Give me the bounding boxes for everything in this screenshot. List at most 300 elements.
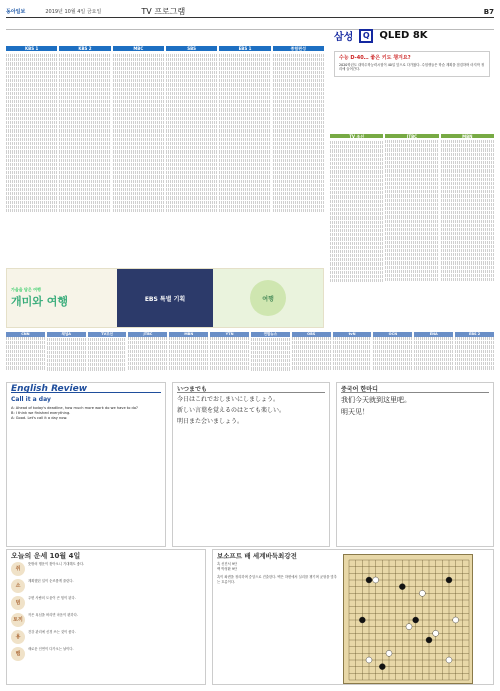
schedule-line xyxy=(441,241,494,244)
schedule-line xyxy=(292,350,331,353)
cable-column xyxy=(414,332,453,380)
white-stone xyxy=(446,657,452,663)
schedule-line xyxy=(330,216,383,219)
schedule-line xyxy=(441,182,494,185)
schedule-line xyxy=(113,209,164,212)
schedule-line xyxy=(441,261,494,264)
schedule-line xyxy=(441,228,494,231)
schedule-line xyxy=(59,125,110,128)
schedule-line xyxy=(330,225,383,228)
schedule-line xyxy=(385,274,438,277)
schedule-line xyxy=(6,180,57,183)
schedule-line xyxy=(455,345,494,348)
schedule-line xyxy=(385,203,438,206)
schedule-line xyxy=(59,196,110,199)
fortune-row xyxy=(11,647,201,661)
schedule-line xyxy=(128,341,167,344)
schedule-line xyxy=(273,167,324,170)
cable-column xyxy=(333,332,372,380)
chinese-title: 중국어 한마디 xyxy=(341,387,489,393)
schedule-line xyxy=(59,146,110,149)
schedule-line xyxy=(59,201,110,204)
schedule-line xyxy=(169,354,208,357)
schedule-line xyxy=(251,342,290,345)
baduk-title: 보소프트 배 세계바둑최강전 xyxy=(217,552,297,560)
schedule-line xyxy=(441,157,494,160)
language-row xyxy=(6,382,494,547)
baduk-commentary: 흑이 좌변을 정리하며 중앙으로 진출한다. 백은 하변에서 실리를 챙기며 균형을 맞추는 흐름이다. xyxy=(217,575,337,584)
schedule-line xyxy=(330,145,383,148)
schedule-line xyxy=(166,163,217,166)
schedule-line xyxy=(169,362,208,365)
schedule-line xyxy=(59,192,110,195)
schedule-line xyxy=(113,62,164,65)
white-stone xyxy=(419,590,425,596)
schedule-line xyxy=(441,215,494,218)
schedule-line xyxy=(6,345,45,348)
schedule-line xyxy=(219,155,270,158)
schedule-lines xyxy=(385,140,438,281)
schedule-line xyxy=(59,75,110,78)
schedule-line xyxy=(166,201,217,204)
schedule-line xyxy=(385,236,438,239)
schedule-line xyxy=(441,199,494,202)
schedule-line xyxy=(59,159,110,162)
schedule-line xyxy=(47,346,86,349)
schedule-line xyxy=(414,354,453,357)
schedule-line xyxy=(385,182,438,185)
movie-column xyxy=(385,134,438,324)
white-stone xyxy=(373,577,379,583)
schedule-line xyxy=(385,245,438,248)
schedule-line xyxy=(113,171,164,174)
schedule-line xyxy=(385,144,438,147)
schedule-line xyxy=(292,341,331,344)
schedule-line xyxy=(273,54,324,57)
schedule-line xyxy=(128,354,167,357)
cable-schedule-grid xyxy=(6,332,494,380)
schedule-line xyxy=(219,180,270,183)
schedule-line xyxy=(6,96,57,99)
schedule-line xyxy=(273,83,324,86)
schedule-line xyxy=(273,92,324,95)
schedule-line xyxy=(273,146,324,149)
schedule-line xyxy=(441,140,494,143)
schedule-line xyxy=(292,358,331,361)
schedule-line xyxy=(330,262,383,265)
schedule-line xyxy=(455,350,494,353)
schedule-line xyxy=(6,129,57,132)
cable-header: JTBC xyxy=(143,332,153,336)
schedule-line xyxy=(6,54,57,57)
schedule-line xyxy=(273,175,324,178)
cable-header: EBS 2 xyxy=(468,332,481,336)
schedule-line xyxy=(414,341,453,344)
qled-q-icon: Q xyxy=(359,29,373,43)
white-stone xyxy=(406,624,412,630)
promo-kicker: 가을을 담은 여행 xyxy=(11,287,41,292)
schedule-line xyxy=(113,188,164,191)
schedule-line xyxy=(166,75,217,78)
schedule-line xyxy=(385,161,438,164)
schedule-line xyxy=(441,207,494,210)
schedule-line xyxy=(113,159,164,162)
schedule-line xyxy=(441,220,494,223)
fortune-text: 계획했던 일이 순조롭게 풀린다. xyxy=(28,579,74,583)
schedule-line xyxy=(47,338,86,341)
schedule-line xyxy=(414,362,453,365)
schedule-line xyxy=(273,180,324,183)
schedule-line xyxy=(6,121,57,124)
baduk-player: 백 박정환 9단 xyxy=(217,566,238,571)
schedule-line xyxy=(59,167,110,170)
schedule-line xyxy=(330,233,383,236)
schedule-line xyxy=(59,117,110,120)
schedule-line xyxy=(166,96,217,99)
tv-column-header: MBC xyxy=(133,46,144,51)
schedule-line xyxy=(6,155,57,158)
schedule-line xyxy=(330,170,383,173)
schedule-line xyxy=(113,205,164,208)
schedule-line xyxy=(273,150,324,153)
schedule-line xyxy=(441,190,494,193)
schedule-line xyxy=(273,96,324,99)
schedule-line xyxy=(292,362,331,365)
schedule-line xyxy=(166,92,217,95)
schedule-line xyxy=(330,208,383,211)
schedule-line xyxy=(330,183,383,186)
schedule-line xyxy=(166,167,217,170)
schedule-line xyxy=(88,351,127,354)
schedule-line xyxy=(6,171,57,174)
english-line: A: Ahead of today's deadline, how much more work do we have to do? xyxy=(11,406,138,410)
schedule-line xyxy=(59,54,110,57)
schedule-line xyxy=(273,188,324,191)
schedule-line xyxy=(59,113,110,116)
schedule-line xyxy=(385,194,438,197)
schedule-line xyxy=(166,100,217,103)
schedule-line xyxy=(166,146,217,149)
schedule-line xyxy=(113,96,164,99)
schedule-line xyxy=(166,88,217,91)
schedule-line xyxy=(330,195,383,198)
schedule-line xyxy=(330,279,383,282)
english-line: B: I think we finished everything. xyxy=(11,411,71,415)
schedule-line xyxy=(219,142,270,145)
tv-column xyxy=(59,46,110,268)
english-line: A: Good. Let's call it a day now. xyxy=(11,416,68,420)
schedule-line xyxy=(166,184,217,187)
schedule-line xyxy=(88,355,127,358)
black-stone xyxy=(366,577,372,583)
baduk-box xyxy=(212,549,494,685)
schedule-line xyxy=(219,150,270,153)
schedule-line xyxy=(113,196,164,199)
schedule-line xyxy=(166,71,217,74)
schedule-line xyxy=(385,186,438,189)
schedule-line xyxy=(330,229,383,232)
schedule-line xyxy=(59,205,110,208)
schedule-line xyxy=(113,134,164,137)
schedule-line xyxy=(441,249,494,252)
tv-column-header: KBS 1 xyxy=(25,46,39,51)
schedule-line xyxy=(6,108,57,111)
schedule-line xyxy=(59,71,110,74)
white-stone xyxy=(366,657,372,663)
schedule-lines xyxy=(333,337,372,370)
schedule-line xyxy=(385,249,438,252)
cable-header: CNN xyxy=(21,332,30,336)
japanese-line: 今日はこれでおしまいにしましょう。 xyxy=(177,396,280,403)
schedule-line xyxy=(273,71,324,74)
go-board-grid xyxy=(344,555,474,685)
schedule-line xyxy=(251,351,290,354)
cable-column xyxy=(251,332,290,380)
tv-column-header: EBS 1 xyxy=(238,46,252,51)
movie-column-header: TV 조선 xyxy=(349,134,365,139)
white-stone xyxy=(386,650,392,656)
schedule-line xyxy=(219,88,270,91)
schedule-line xyxy=(6,62,57,65)
tv-column-header: SBS xyxy=(187,46,197,51)
schedule-line xyxy=(219,62,270,65)
publish-date: 2019년 10월 4일 금요일 xyxy=(45,9,102,15)
schedule-line xyxy=(219,125,270,128)
schedule-line xyxy=(59,175,110,178)
promo-right xyxy=(213,269,323,327)
schedule-line xyxy=(59,184,110,187)
schedule-line xyxy=(219,192,270,195)
schedule-line xyxy=(414,366,453,369)
schedule-line xyxy=(47,355,86,358)
schedule-line xyxy=(6,71,57,74)
schedule-line xyxy=(330,258,383,261)
schedule-line xyxy=(273,75,324,78)
schedule-line xyxy=(210,354,249,357)
schedule-line xyxy=(330,237,383,240)
schedule-line xyxy=(373,350,412,353)
schedule-line xyxy=(273,184,324,187)
schedule-line xyxy=(441,270,494,273)
schedule-line xyxy=(113,167,164,170)
fortune-row xyxy=(11,562,201,576)
schedule-line xyxy=(441,174,494,177)
schedule-line xyxy=(59,163,110,166)
schedule-line xyxy=(219,167,270,170)
schedule-line xyxy=(166,155,217,158)
schedule-line xyxy=(166,125,217,128)
schedule-line xyxy=(330,154,383,157)
schedule-line xyxy=(385,232,438,235)
schedule-line xyxy=(385,165,438,168)
fortune-box xyxy=(6,549,206,685)
masthead xyxy=(6,6,494,18)
english-review-box xyxy=(6,382,166,547)
schedule-line xyxy=(169,366,208,369)
tv-column xyxy=(113,46,164,268)
schedule-line xyxy=(113,146,164,149)
paper-name: 동아일보 xyxy=(6,9,26,15)
schedule-line xyxy=(6,175,57,178)
schedule-lines xyxy=(273,54,324,212)
promo-bubble-icon: 여행 xyxy=(250,280,286,316)
right-column xyxy=(330,24,494,328)
schedule-line xyxy=(441,236,494,239)
schedule-line xyxy=(273,100,324,103)
schedule-lines xyxy=(441,140,494,281)
schedule-line xyxy=(113,180,164,183)
schedule-line xyxy=(251,346,290,349)
schedule-lines xyxy=(88,338,127,371)
tv-column-header: KBS 2 xyxy=(78,46,92,51)
schedule-line xyxy=(113,54,164,57)
schedule-line xyxy=(251,355,290,358)
schedule-line xyxy=(333,366,372,369)
schedule-line xyxy=(219,121,270,124)
black-stone xyxy=(379,664,385,670)
schedule-line xyxy=(330,221,383,224)
schedule-line xyxy=(292,366,331,369)
schedule-line xyxy=(59,79,110,82)
schedule-line xyxy=(385,140,438,143)
schedule-line xyxy=(6,104,57,107)
schedule-line xyxy=(59,104,110,107)
schedule-line xyxy=(113,125,164,128)
cable-header: 채널A xyxy=(61,332,71,336)
schedule-line xyxy=(219,96,270,99)
schedule-line xyxy=(166,171,217,174)
schedule-line xyxy=(169,358,208,361)
schedule-line xyxy=(441,266,494,269)
schedule-line xyxy=(166,150,217,153)
schedule-line xyxy=(273,58,324,61)
schedule-line xyxy=(166,192,217,195)
fortune-list xyxy=(11,562,201,661)
schedule-line xyxy=(166,138,217,141)
schedule-line xyxy=(273,171,324,174)
schedule-line xyxy=(385,199,438,202)
schedule-line xyxy=(128,350,167,353)
schedule-line xyxy=(6,100,57,103)
schedule-line xyxy=(330,275,383,278)
schedule-lines xyxy=(292,337,331,370)
cable-column xyxy=(210,332,249,380)
schedule-line xyxy=(330,179,383,182)
schedule-line xyxy=(166,180,217,183)
schedule-line xyxy=(219,205,270,208)
schedule-line xyxy=(441,169,494,172)
schedule-line xyxy=(219,54,270,57)
schedule-line xyxy=(441,161,494,164)
movie-schedule-grid xyxy=(330,134,494,324)
schedule-line xyxy=(441,253,494,256)
schedule-line xyxy=(219,196,270,199)
schedule-line xyxy=(113,100,164,103)
schedule-line xyxy=(219,201,270,204)
schedule-line xyxy=(455,358,494,361)
schedule-line xyxy=(210,350,249,353)
schedule-line xyxy=(273,201,324,204)
schedule-line xyxy=(219,113,270,116)
schedule-line xyxy=(273,121,324,124)
schedule-line xyxy=(251,338,290,341)
schedule-line xyxy=(6,337,45,340)
black-stone xyxy=(426,637,432,643)
zodiac-icon: 토끼 xyxy=(11,613,25,627)
schedule-line xyxy=(113,150,164,153)
schedule-line xyxy=(128,345,167,348)
schedule-lines xyxy=(47,338,86,371)
schedule-line xyxy=(219,138,270,141)
schedule-line xyxy=(6,205,57,208)
schedule-line xyxy=(166,121,217,124)
schedule-line xyxy=(330,204,383,207)
white-stone xyxy=(453,617,459,623)
schedule-line xyxy=(166,83,217,86)
schedule-line xyxy=(373,337,412,340)
schedule-line xyxy=(59,134,110,137)
schedule-line xyxy=(385,153,438,156)
schedule-line xyxy=(441,245,494,248)
schedule-line xyxy=(59,62,110,65)
schedule-line xyxy=(333,354,372,357)
schedule-line xyxy=(330,191,383,194)
schedule-line xyxy=(273,163,324,166)
schedule-line xyxy=(6,366,45,369)
schedule-line xyxy=(273,79,324,82)
schedule-line xyxy=(414,337,453,340)
schedule-line xyxy=(128,362,167,365)
japanese-box xyxy=(172,382,330,547)
schedule-line xyxy=(219,83,270,86)
schedule-line xyxy=(441,203,494,206)
schedule-line xyxy=(455,366,494,369)
schedule-line xyxy=(385,148,438,151)
schedule-line xyxy=(6,146,57,149)
schedule-line xyxy=(385,169,438,172)
schedule-line xyxy=(219,163,270,166)
schedule-line xyxy=(59,100,110,103)
schedule-line xyxy=(6,196,57,199)
schedule-lines xyxy=(166,54,217,212)
schedule-line xyxy=(441,144,494,147)
schedule-line xyxy=(333,337,372,340)
schedule-line xyxy=(113,113,164,116)
schedule-line xyxy=(59,180,110,183)
schedule-line xyxy=(113,92,164,95)
schedule-line xyxy=(6,350,45,353)
cable-header: ENA xyxy=(429,332,438,336)
movie-column xyxy=(441,134,494,324)
schedule-line xyxy=(385,215,438,218)
schedule-line xyxy=(219,108,270,111)
schedule-line xyxy=(385,228,438,231)
schedule-line xyxy=(219,129,270,132)
cable-header: YTN xyxy=(225,332,234,336)
schedule-line xyxy=(166,142,217,145)
schedule-line xyxy=(166,205,217,208)
promo-title: 개미와 여행 xyxy=(11,295,68,308)
schedule-line xyxy=(273,113,324,116)
cable-header: MBN xyxy=(184,332,194,336)
schedule-line xyxy=(6,188,57,191)
schedule-line xyxy=(166,196,217,199)
schedule-line xyxy=(385,220,438,223)
schedule-line xyxy=(113,192,164,195)
schedule-line xyxy=(128,366,167,369)
schedule-line xyxy=(414,345,453,348)
chinese-line: 我们今天就到这里吧。 xyxy=(341,396,411,404)
